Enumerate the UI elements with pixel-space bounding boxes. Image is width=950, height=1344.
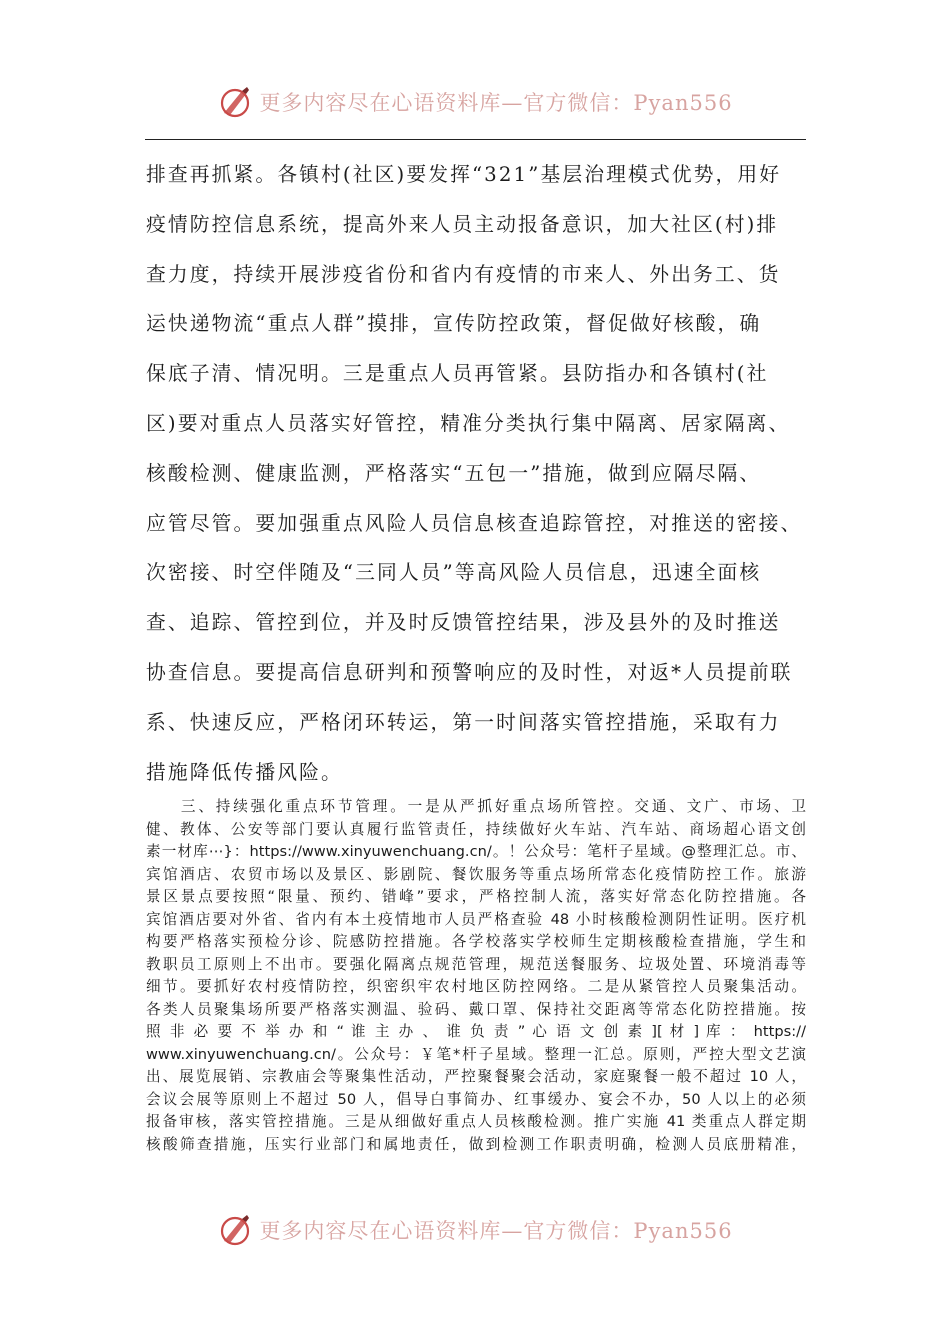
text-line: 区)要对重点人员落实好管控，精准分类执行集中隔离、居家隔离、 xyxy=(146,411,791,435)
text-line: 疫情防控信息系统，提高外来人员主动报备意识，加大社区(村)排 xyxy=(146,212,779,236)
text-line: 核酸检测、健康监测，严格落实“五包一”措施，做到应隔尽隔、 xyxy=(146,461,762,485)
header-banner-text: 更多内容尽在心语资料库—官方微信：Pyan556 xyxy=(259,91,733,115)
pen-logo-icon xyxy=(217,84,253,120)
body-text-small xyxy=(146,796,806,1156)
text-line: 会议会展等原则上不超过 50 人，倡导白事简办、红事缓办、宴会不办，50 人以上的必须 xyxy=(146,1090,806,1108)
text-line: 应管尽管。要加强重点风险人员信息核查追踪管控，对推送的密接、 xyxy=(146,511,803,535)
text-line: 核酸筛查措施，压实行业部门和属地责任，做到检测工作职责明确，检测人员底册精准， xyxy=(146,1135,806,1153)
body-text-large xyxy=(146,150,806,797)
text-line: 细节。要抓好农村疫情防控，织密织牢农村地区防控网络。二是从紧管控人员聚集活动。 xyxy=(146,978,806,995)
text-line: 协查信息。要提高信息研判和预警响应的及时性，对返*人员提前联 xyxy=(146,660,793,684)
text-line: www.xinyuwenchuang.cn/。公众号：￥笔*杆子星域。整理一汇总。原则，严控大型文艺演 xyxy=(146,1045,806,1063)
pen-logo-icon xyxy=(217,1212,253,1248)
text-line: 查力度，持续开展涉疫省份和省内有疫情的市来人、外出务工、货 xyxy=(146,262,781,286)
text-line: 报备审核，落实管控措施。三是从细做好重点人员核酸检测。推广实施 41 类重点人群定期 xyxy=(146,1113,806,1130)
text-line: 健、教体、公安等部门要认真履行监管责任，持续做好火车站、汽车站、商场超心语文创 xyxy=(146,820,806,838)
header-banner xyxy=(0,82,950,122)
text-line: 保底子清、情况明。三是重点人员再管紧。县防指办和各镇村(社 xyxy=(146,362,769,386)
text-line: 三、持续强化重点环节管理。一是从严抓好重点场所管控。交通、文广、市场、卫 xyxy=(146,798,806,815)
text-line: 构要严格落实预检分诊、院感防控措施。各学校落实学校师生定期核酸检查措施，学生和 xyxy=(146,933,806,950)
text-line: 排查再抓紧。各镇村(社区)要发挥“321”基层治理模式优势，用好 xyxy=(146,163,782,186)
footer-banner-text: 更多内容尽在心语资料库—官方微信：Pyan556 xyxy=(259,1219,733,1243)
text-line: 查、追踪、管控到位，并及时反馈管控结果，涉及县外的及时推送 xyxy=(146,611,781,635)
text-line: 运快递物流“重点人群”摸排，宣传防控政策，督促做好核酸，确 xyxy=(146,312,762,336)
text-line: 教职员工原则上不出市。要强化隔离点规范管理，规范送餐服务、垃圾处置、环境消毒等 xyxy=(146,955,806,973)
footer-banner xyxy=(0,1210,950,1250)
text-line: 系、快速反应，严格闭环转运，第一时间落实管控措施，采取有力 xyxy=(146,710,781,734)
text-line: 措施降低传播风险。 xyxy=(146,760,343,784)
text-line: 次密接、时空伴随及“三同人员”等高风险人员信息，迅速全面核 xyxy=(146,561,762,585)
text-line: 景区景点要按照“限量、预约、错峰”要求，严格控制人流，落实好常态化防控措施。各 xyxy=(146,888,806,905)
text-line: 照 非 必 要 不 举 办 和 “ 谁 主 办 、 谁 负 责 ” 心 语 文 创 素 ][ 材 ] 库 ： https:// xyxy=(146,1023,806,1040)
header-divider xyxy=(145,139,806,140)
text-line: 出、展览展销、宗教庙会等聚集性活动，严控聚餐聚会活动，家庭聚餐一般不超过 10 人， xyxy=(146,1068,806,1085)
text-line: 各类人员聚集场所要严格落实测温、验码、戴口罩、保持社交距离等常态化防控措施。按 xyxy=(146,1000,806,1018)
text-line: 素一材库⋯}：https://www.xinyuwenchuang.cn/。！公众号：笔杆子星域。@整理汇总。市、 xyxy=(146,843,806,860)
text-line: 宾馆酒店、农贸市场以及景区、影剧院、餐饮服务等重点场所常态化疫情防控工作。旅游 xyxy=(146,865,806,883)
text-line: 宾馆酒店要对外省、省内有本土疫情地市人员严格查验 48 小时核酸检测阴性证明。医疗机 xyxy=(146,910,806,928)
